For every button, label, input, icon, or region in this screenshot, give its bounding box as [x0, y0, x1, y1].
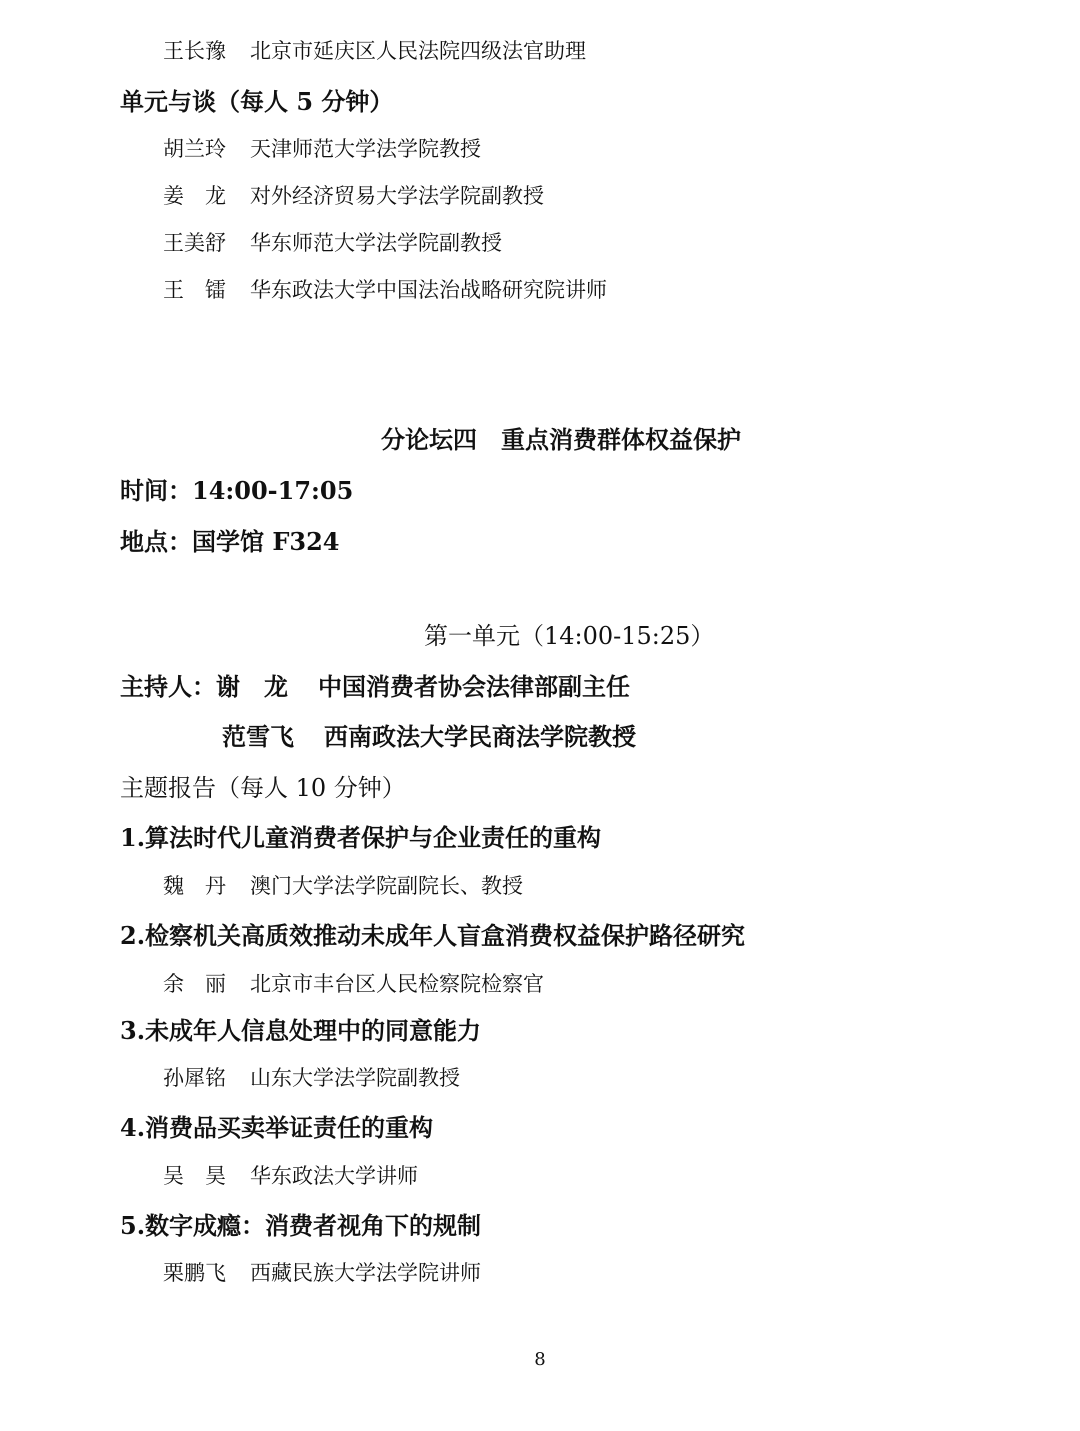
- host-affiliation: 中国消费者协会法律部副主任: [318, 672, 630, 701]
- host-name: 范雪飞: [222, 722, 294, 751]
- unit-title: 第一单元（14:00-15:25）: [424, 622, 715, 650]
- discussant-line: [163, 186, 544, 207]
- speaker-line: [163, 1068, 460, 1089]
- speaker-name: 魏 丹: [163, 874, 226, 898]
- discussant-affiliation: 天津师范大学法学院教授: [250, 137, 481, 161]
- speaker-affiliation: 北京市丰台区人民检察院检察官: [250, 972, 544, 996]
- report-title: 4.消费品买卖举证责任的重构: [120, 1113, 434, 1142]
- host-line: [222, 722, 636, 751]
- speaker-name: 栗鹏飞: [163, 1261, 226, 1285]
- participant-name: 王长豫: [163, 39, 226, 63]
- speaker-affiliation: 西藏民族大学法学院讲师: [250, 1261, 481, 1285]
- report-title: 3.未成年人信息处理中的同意能力: [120, 1016, 482, 1045]
- speaker-name: 孙犀铭: [163, 1066, 226, 1090]
- speaker-name: 余 丽: [163, 972, 226, 996]
- forum-location: 地点：国学馆 F324: [120, 527, 340, 556]
- report-title: 1.算法时代儿童消费者保护与企业责任的重构: [120, 823, 602, 852]
- report-title: 5.数字成瘾：消费者视角下的规制: [120, 1211, 482, 1240]
- page-number: 8: [534, 1349, 546, 1370]
- forum-title: 分论坛四 重点消费群体权益保护: [381, 425, 741, 454]
- host-affiliation: 西南政法大学民商法学院教授: [324, 722, 636, 751]
- discussant-line: [163, 139, 481, 160]
- speaker-line: [163, 1166, 418, 1187]
- report-title: 2.检察机关高质效推动未成年人盲盒消费权益保护路径研究: [120, 921, 746, 950]
- speaker-name: 吴 昊: [163, 1164, 226, 1188]
- speaker-line: [163, 1263, 481, 1284]
- participant-line: [163, 41, 586, 62]
- participant-affiliation: 北京市延庆区人民法院四级法官助理: [250, 39, 586, 63]
- speaker-affiliation: 山东大学法学院副教授: [250, 1066, 460, 1090]
- discussant-affiliation: 华东政法大学中国法治战略研究院讲师: [250, 278, 607, 302]
- speaker-line: [163, 974, 544, 995]
- host-name: 谢 龙: [216, 672, 288, 701]
- host-line: [120, 672, 630, 701]
- discussant-name: 姜 龙: [163, 184, 226, 208]
- discussant-affiliation: 华东师范大学法学院副教授: [250, 231, 502, 255]
- speaker-affiliation: 华东政法大学讲师: [250, 1164, 418, 1188]
- forum-time: 时间：14:00-17:05: [120, 476, 354, 505]
- discussant-line: [163, 233, 502, 254]
- discussant-name: 王 镭: [163, 278, 226, 302]
- host-label: 主持人：: [120, 672, 216, 701]
- speaker-affiliation: 澳门大学法学院副院长、教授: [250, 874, 523, 898]
- discussant-line: [163, 280, 607, 301]
- discussion-heading: 单元与谈（每人 5 分钟）: [120, 87, 394, 116]
- speaker-line: [163, 876, 523, 897]
- report-heading: 主题报告（每人 10 分钟）: [120, 774, 406, 802]
- discussant-name: 胡兰玲: [163, 137, 226, 161]
- discussant-name: 王美舒: [163, 231, 226, 255]
- discussant-affiliation: 对外经济贸易大学法学院副教授: [250, 184, 544, 208]
